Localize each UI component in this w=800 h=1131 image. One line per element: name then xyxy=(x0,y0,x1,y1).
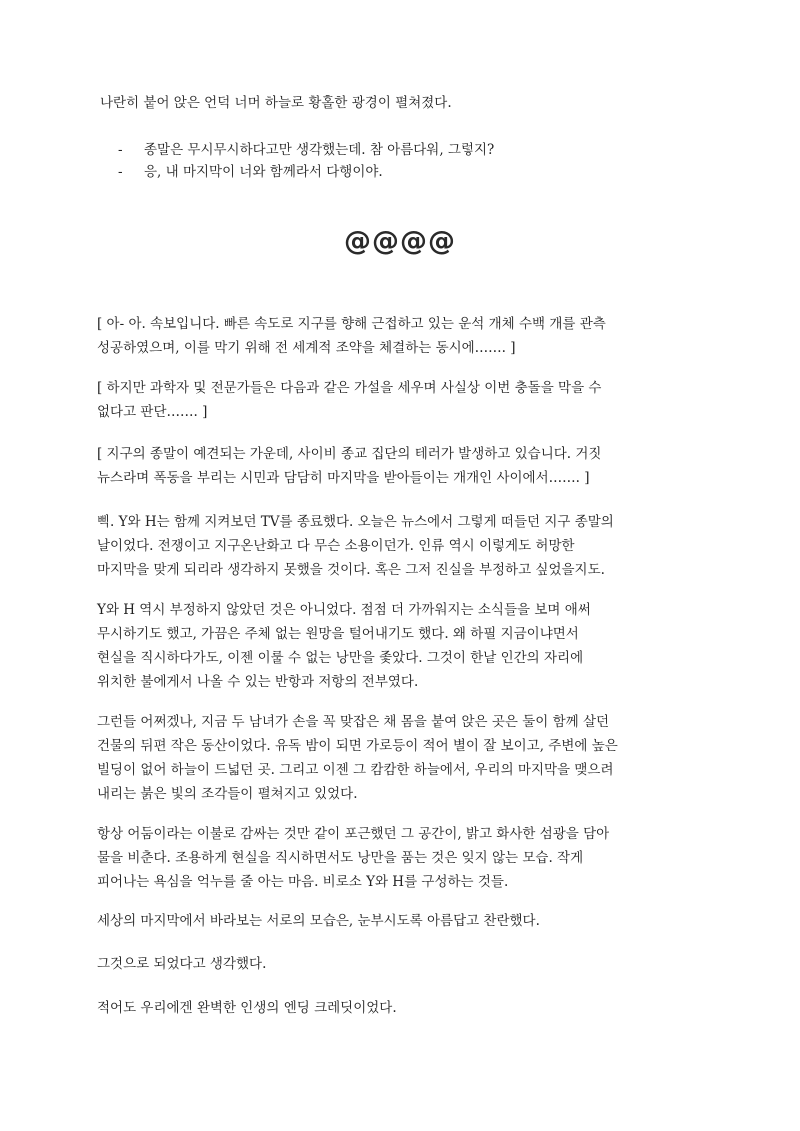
text-line: 건물의 뒤편 작은 동산이었다. 유독 밤이 되면 가로등이 적어 별이 잘 보이고, 주변에 높은 xyxy=(97,738,618,754)
dialogue-dash: - xyxy=(118,164,123,180)
dialogue-dash: - xyxy=(118,142,123,158)
text-line: 물을 비춘다. 조용하게 현실을 직시하면서도 낭만을 품는 것은 잊지 않는 모습. 작게 xyxy=(97,850,584,866)
text-line: 적어도 우리에겐 완벽한 인생의 엔딩 크레딧이었다. xyxy=(97,1000,397,1016)
text-line: 항상 어둠이라는 이불로 감싸는 것만 같이 포근했던 그 공간이, 밝고 화사한 섬광을 담아 xyxy=(97,826,610,842)
body-paragraph xyxy=(97,598,703,694)
text-line: 없다고 판단……. ] xyxy=(97,404,208,420)
news-bulletin xyxy=(97,376,703,424)
body-paragraph xyxy=(97,909,703,933)
text-line: 현실을 직시하다가도, 이젠 이룰 수 없는 낭만을 좇았다. 그것이 한낱 인간의 자리에 xyxy=(97,650,584,666)
text-line: 세상의 마지막에서 바라보는 서로의 모습은, 눈부시도록 아름답고 찬란했다. xyxy=(97,913,540,929)
text-line: [ 아- 아. 속보입니다. 빠른 속도로 지구를 향해 근접하고 있는 운석 개체 수백 개를 관측 xyxy=(97,316,606,332)
text-line: [ 하지만 과학자 및 전문가들은 다음과 같은 가설을 세우며 사실상 이번 충돌을 막을 수 xyxy=(97,380,602,396)
news-bulletin xyxy=(97,442,703,490)
body-paragraph xyxy=(97,952,703,976)
text-line: 빌딩이 없어 하늘이 드넓던 곳. 그리고 이젠 그 캄캄한 하늘에서, 우리의 마지막을 맺으려 xyxy=(97,762,614,778)
dialogue-text: 응, 내 마지막이 너와 함께라서 다행이야. xyxy=(144,164,383,180)
text-line: 날이었다. 전쟁이고 지구온난화고 다 무슨 소용이던가. 인류 역시 이렇게도 허망한 xyxy=(97,538,575,554)
body-paragraph xyxy=(97,996,703,1020)
text-line: [ 지구의 종말이 예견되는 가운데, 사이비 종교 집단의 테러가 발생하고 있습니다. 거짓 xyxy=(97,446,602,462)
text-line: 성공하였으며, 이를 막기 위해 전 세계적 조약을 체결하는 동시에……. ] xyxy=(97,340,516,356)
text-line: Y와 H 역시 부정하지 않았던 것은 아니었다. 점점 더 가까워지는 소식들을 보며 애써 xyxy=(97,602,591,618)
body-paragraph xyxy=(97,710,703,806)
dialogue-line xyxy=(118,138,494,162)
text-line: 위치한 불에게서 나올 수 있는 반항과 저항의 전부였다. xyxy=(97,674,419,690)
text-line: 내리는 붉은 빛의 조각들이 펼쳐지고 있었다. xyxy=(97,786,358,802)
text-line: 그런들 어쩌겠나, 지금 두 남녀가 손을 꼭 맞잡은 채 몸을 붙여 앉은 곳은 둘이 함께 살던 xyxy=(97,714,610,730)
text-line: 뉴스라며 폭동을 부리는 시민과 담담히 마지막을 받아들이는 개개인 사이에서……. ] xyxy=(97,470,590,486)
body-paragraph xyxy=(97,510,703,582)
news-bulletin xyxy=(97,312,703,360)
opening-line: 나란히 붙어 앉은 언덕 너머 하늘로 황홀한 광경이 펼쳐졌다. xyxy=(100,95,452,111)
dialogue-line xyxy=(118,160,383,184)
text-line: 피어나는 욕심을 억누를 줄 아는 마음. 비로소 Y와 H를 구성하는 것들. xyxy=(97,874,509,890)
text-line: 그것으로 되었다고 생각했다. xyxy=(97,956,267,972)
text-line: 삑. Y와 H는 함께 지켜보던 TV를 종료했다. 오늘은 뉴스에서 그렇게 떠들던 지구 종말의 xyxy=(97,514,614,530)
dialogue-text: 종말은 무시무시하다고만 생각했는데. 참 아름다워, 그렇지? xyxy=(144,142,495,158)
section-separator: @@@@ xyxy=(344,226,456,257)
body-paragraph xyxy=(97,822,703,894)
text-line: 마지막을 맞게 되리라 생각하지 못했을 것이다. 혹은 그저 진실을 부정하고 싶었을지도. xyxy=(97,562,605,578)
text-line: 무시하기도 했고, 가끔은 주체 없는 원망을 털어내기도 했다. 왜 하필 지금이냐면서 xyxy=(97,626,579,642)
